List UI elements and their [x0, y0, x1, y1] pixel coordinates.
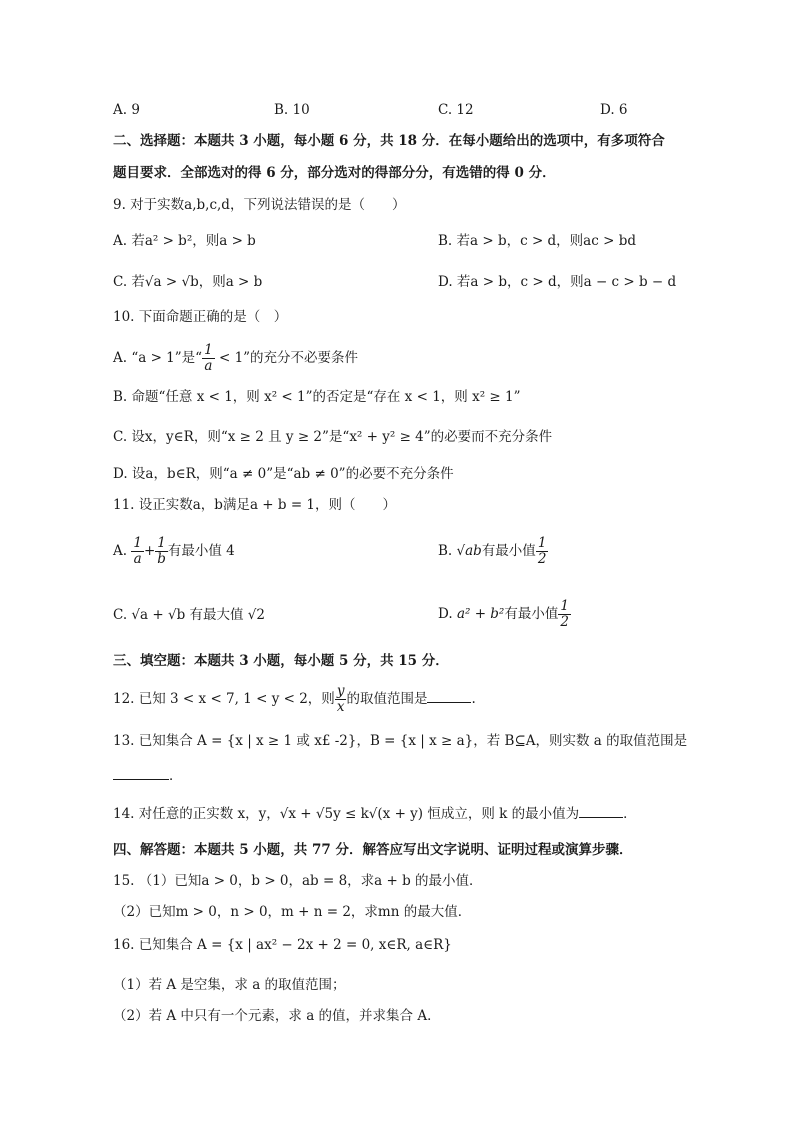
q11-fraction2-numerator: 1 — [157, 535, 166, 551]
q11-fraction2-denominator: b — [157, 551, 166, 567]
q11-option-d-fraction — [558, 599, 571, 630]
q12-fraction-numerator: y — [336, 683, 345, 699]
q11-option-a — [113, 533, 235, 569]
section2-heading-line1: 二、选择题：本题共 3 小题，每小题 6 分，共 18 分．在每小题给出的选项中，有多项符合 — [113, 133, 665, 149]
q10-option-a-pre: A. “a > 1”是“ — [113, 350, 203, 366]
q10-option-b: B. 命题“任意 x < 1，则 x² < 1”的否定是“存在 x < 1，则 x² ≥ 1” — [113, 389, 521, 405]
q10-stem: 10. 下面命题正确的是（ ） — [113, 309, 288, 325]
q11-option-b — [438, 533, 548, 569]
q8-option-d: D. 6 — [600, 102, 628, 118]
section3-heading: 三、填空题：本题共 3 小题，每小题 5 分，共 15 分． — [113, 653, 449, 669]
q11-d-fraction-denominator: 2 — [560, 614, 569, 630]
section4-heading: 四、解答题：本题共 5 小题，共 77 分．解答应写出文字说明、证明过程或演算步骤． — [113, 842, 633, 858]
q11-option-d-label: D. — [438, 606, 453, 622]
q10-fraction-numerator: 1 — [204, 342, 213, 358]
q13-answer-blank — [113, 779, 169, 780]
q11-option-b-post: 有最小值 — [481, 543, 536, 559]
q9-option-d: D. 若a > b，c > d，则a − c > b − d — [438, 274, 677, 290]
q9-option-b: B. 若a > b，c > d，则ac > bd — [438, 233, 636, 249]
q11-option-d-math: a² + b² — [456, 606, 505, 622]
section2-heading-line2: 题目要求．全部选对的得 6 分，部分选对的得部分分，有选错的得 0 分． — [113, 165, 556, 181]
q8-option-c: C. 12 — [438, 102, 474, 118]
q11-stem: 11. 设正实数a，b满足a + b = 1，则（ ） — [113, 497, 397, 513]
q11-option-b-math: √ab — [456, 543, 482, 559]
q14-pre: 14. 对任意的正实数 x，y，√x + √5y ≤ k√(x + y) 恒成立，则 k 的最小值为 — [113, 806, 580, 822]
q10-option-a-post: < 1”的充分不必要条件 — [214, 350, 359, 366]
q11-option-d-post: 有最小值 — [504, 606, 559, 622]
q11-option-b-label: B. — [438, 543, 453, 559]
q11-option-d — [438, 596, 571, 632]
q11-option-a-fraction1 — [131, 536, 144, 567]
q12-line: 12. 已知 3 < x < 7, 1 < y < 2，则 $\frac{y}{x}$ 的取值范围是 . — [113, 683, 476, 715]
q15-part2: （2）已知m > 0，n > 0，m + n = 2，求mn 的最大值． — [113, 904, 472, 920]
q9-option-c: C. 若√a > √b，则a > b — [113, 274, 263, 290]
q14-post: ． — [623, 806, 637, 822]
q10-fraction-denominator: a — [204, 358, 213, 374]
q9-option-a: A. 若a² > b²，则a > b — [113, 233, 256, 249]
q11-option-a-fraction2 — [155, 536, 168, 567]
q12-answer-blank — [427, 702, 471, 703]
q11-option-b-fraction — [536, 536, 549, 567]
q15-part1: 15. （1）已知a > 0，b > 0，ab = 8，求a + b 的最小值． — [113, 873, 483, 889]
q11-fraction1-numerator: 1 — [133, 535, 142, 551]
q12-fraction — [335, 684, 347, 715]
q11-option-a-plus: + — [143, 543, 156, 559]
q11-b-fraction-numerator: 1 — [537, 535, 547, 551]
q10-option-c: C. 设x，y∈R，则“x ≥ 2 且 y ≥ 2”是“x² + y² ≥ 4”的必要而不充分条件 — [113, 429, 553, 445]
q11-b-fraction-denominator: 2 — [537, 551, 547, 567]
q8-option-a: A. 9 — [113, 102, 140, 118]
q13-line2: ． — [113, 766, 183, 786]
q14-answer-blank — [579, 817, 623, 818]
q12-post: 的取值范围是 — [346, 691, 428, 707]
q11-option-c: C. √a + √b 有最大值 √2 — [113, 607, 265, 623]
q8-option-b: B. 10 — [274, 102, 310, 118]
q9-stem: 9. 对于实数a,b,c,d，下列说法错误的是（ ） — [113, 197, 406, 213]
q11-option-a-label: A. — [113, 543, 128, 559]
q10-option-a — [113, 340, 358, 376]
q11-d-fraction-numerator: 1 — [560, 598, 569, 614]
q16-stem: 16. 已知集合 A = {x | ax² − 2x + 2 = 0, x∈R, a∈R} — [113, 937, 452, 953]
q10-option-d: D. 设a，b∈R，则“a ≠ 0”是“ab ≠ 0”的必要不充分条件 — [113, 466, 454, 482]
q16-part2: （2）若 A 中只有一个元素，求 a 的值，并求集合 A． — [113, 1008, 441, 1024]
q14-line — [113, 804, 637, 824]
q16-part1: （1）若 A 是空集，求 a 的取值范围； — [113, 977, 346, 993]
q12-fraction-denominator: x — [336, 699, 345, 715]
q13-line1: 13. 已知集合 A = {x | x ≥ 1 或 x£ -2}，B = {x | x ≥ a}，若 B⊆A，则实数 a 的取值范围是 — [113, 733, 688, 749]
q11-fraction1-denominator: a — [133, 551, 142, 567]
q12-pre: 12. 已知 3 < x < 7, 1 < y < 2，则 — [113, 691, 335, 707]
q10-option-a-fraction — [202, 343, 215, 374]
q11-option-a-post: 有最小值 4 — [167, 543, 235, 559]
